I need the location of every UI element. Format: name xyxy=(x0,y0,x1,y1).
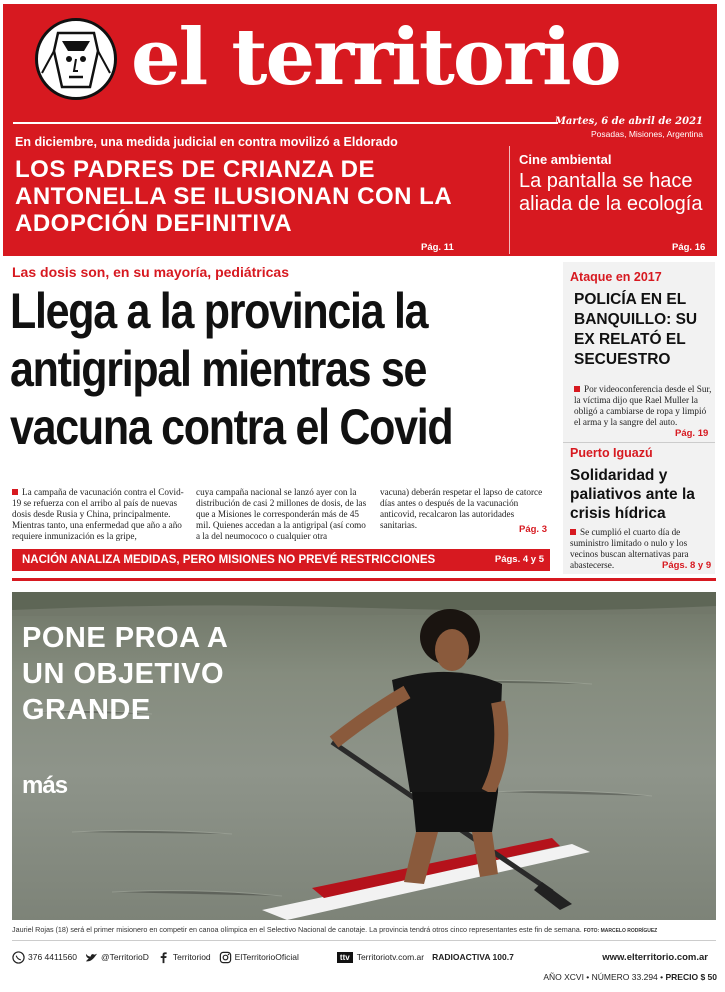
bullet-square-icon xyxy=(574,386,580,392)
edition-number: AÑO XCVI • NÚMERO 33.294 • xyxy=(543,972,664,982)
top-right-kicker: Cine ambiental xyxy=(519,152,612,167)
main-story-col3: vacuna) deberán respetar el lapso de catorce días antes o después de la vacunación anticovid, recalcaron las autoridades sanitarias. xyxy=(380,487,543,530)
main-story-body xyxy=(12,487,552,542)
side2-page: Págs. 8 y 9 xyxy=(662,560,712,571)
top-story-page: Pág. 11 xyxy=(421,242,454,253)
main-story-bar-page: Págs. 4 y 5 xyxy=(494,554,544,565)
dateline xyxy=(555,116,703,139)
footer-rule xyxy=(12,940,716,941)
footer-tv[interactable]: ttv Territoriotv.com.ar xyxy=(337,952,424,963)
side2-text: Se cumplió el cuarto día de suministro limitado o nulo y los vecinos buscan alternativas para abastecerse. xyxy=(570,527,689,570)
side1-page: Pág. 19 xyxy=(675,428,709,439)
bullet-square-icon xyxy=(12,489,18,495)
section-mas-logo: más xyxy=(22,772,68,799)
side1-headline[interactable]: POLICÍA EN EL BANQUILLO: SU EX RELATÓ EL SECUESTRO xyxy=(574,291,698,368)
ttv-badge: ttv xyxy=(337,952,353,963)
side1-text: Por videoconferencia desde el Sur, la víctima dijo que Rael Muller la obligó a cambiarse de ropa y limpió el arma y la sangre del auto. xyxy=(574,384,712,427)
main-story-bar[interactable] xyxy=(12,549,550,571)
facebook-icon xyxy=(157,951,170,964)
whatsapp-icon xyxy=(12,951,25,964)
main-story-bar-text: NACIÓN ANALIZA MEDIDAS, PERO MISIONES NO PREVÉ RESTRICCIONES xyxy=(22,554,436,566)
twitter-icon xyxy=(85,951,98,964)
masthead xyxy=(3,4,717,256)
top-story-headline[interactable]: LOS PADRES DE CRIANZA DE ANTONELLA SE ILUSIONAN CON LA ADOPCIÓN DEFINITIVA xyxy=(15,156,452,237)
side1-kicker: Ataque en 2017 xyxy=(570,270,662,284)
section-rule xyxy=(12,578,716,581)
footer-radio[interactable]: RADIOACTIVA 100.7 xyxy=(432,952,514,962)
edition-info xyxy=(543,972,717,982)
bullet-square-icon xyxy=(570,529,576,535)
logo-face-icon xyxy=(35,18,117,100)
main-story-headline[interactable]: Llega a la provincia la antigripal mientras se vacuna contra el Covid xyxy=(10,283,453,455)
main-story-col1: La campaña de vacunación contra el Covid-19 se refuerza con el arribo al país de nuevas dosis desde Rusia y China, principalmente. Mientras tanto, una enfermedad que año a año requiere inmunización es la gripe, xyxy=(12,487,184,541)
footer-facebook[interactable]: Territoriod xyxy=(157,951,211,964)
masthead-rule xyxy=(13,122,558,124)
issue-place: Posadas, Misiones, Argentina xyxy=(591,129,703,139)
footer-website[interactable]: www.elterritorio.com.ar xyxy=(602,951,708,963)
sidebar-divider xyxy=(563,442,715,443)
edition-price: PRECIO $ 50 xyxy=(665,972,717,982)
instagram-icon xyxy=(219,951,232,964)
photo-headline[interactable]: PONE PROA A UN OBJETIVO GRANDE xyxy=(22,622,229,726)
masthead-divider xyxy=(509,146,510,254)
top-story-kicker: En diciembre, una medida judicial en contra movilizó a Eldorado xyxy=(15,135,398,149)
side2-headline[interactable]: Solidaridad y paliativos ante la crisis hídrica xyxy=(570,467,695,522)
top-right-page: Pág. 16 xyxy=(672,242,706,253)
newspaper-title: el territorio xyxy=(131,12,620,103)
side2-kicker: Puerto Iguazú xyxy=(570,446,653,460)
footer-twitter[interactable]: @TerritorioD xyxy=(85,951,149,964)
main-story-kicker: Las dosis son, en su mayoría, pediátricas xyxy=(12,264,289,280)
footer-whatsapp[interactable]: 376 4411560 xyxy=(12,951,77,964)
main-story-page: Pág. 3 xyxy=(519,524,547,535)
top-right-headline[interactable]: La pantalla se hace aliada de la ecología xyxy=(519,170,703,215)
photo-credit: FOTO: MARCELO RODRÍGUEZ xyxy=(583,928,658,934)
footer-bar xyxy=(12,948,716,966)
main-story-col2: cuya campaña nacional se lanzó ayer con la distribución de casi 2 millones de dosis, de las que a Misiones le corresponderán más de 45 mil. Quienes accedan a la antigripal (así como a la del neumococo o cualquier otra xyxy=(196,487,367,541)
issue-date: Martes, 6 de abril de 2021 xyxy=(554,116,703,127)
photo-caption: Jauriel Rojas (18) será el primer misionero en competir en canoa olímpica en el Selectivo Nacional de canotaje. La provincia tendrá otros cinco representantes este fin de semana. FOTO: MARCELO RODRÍGUEZ xyxy=(12,925,658,934)
footer-instagram[interactable]: ElTerritorioOficial xyxy=(219,951,299,964)
